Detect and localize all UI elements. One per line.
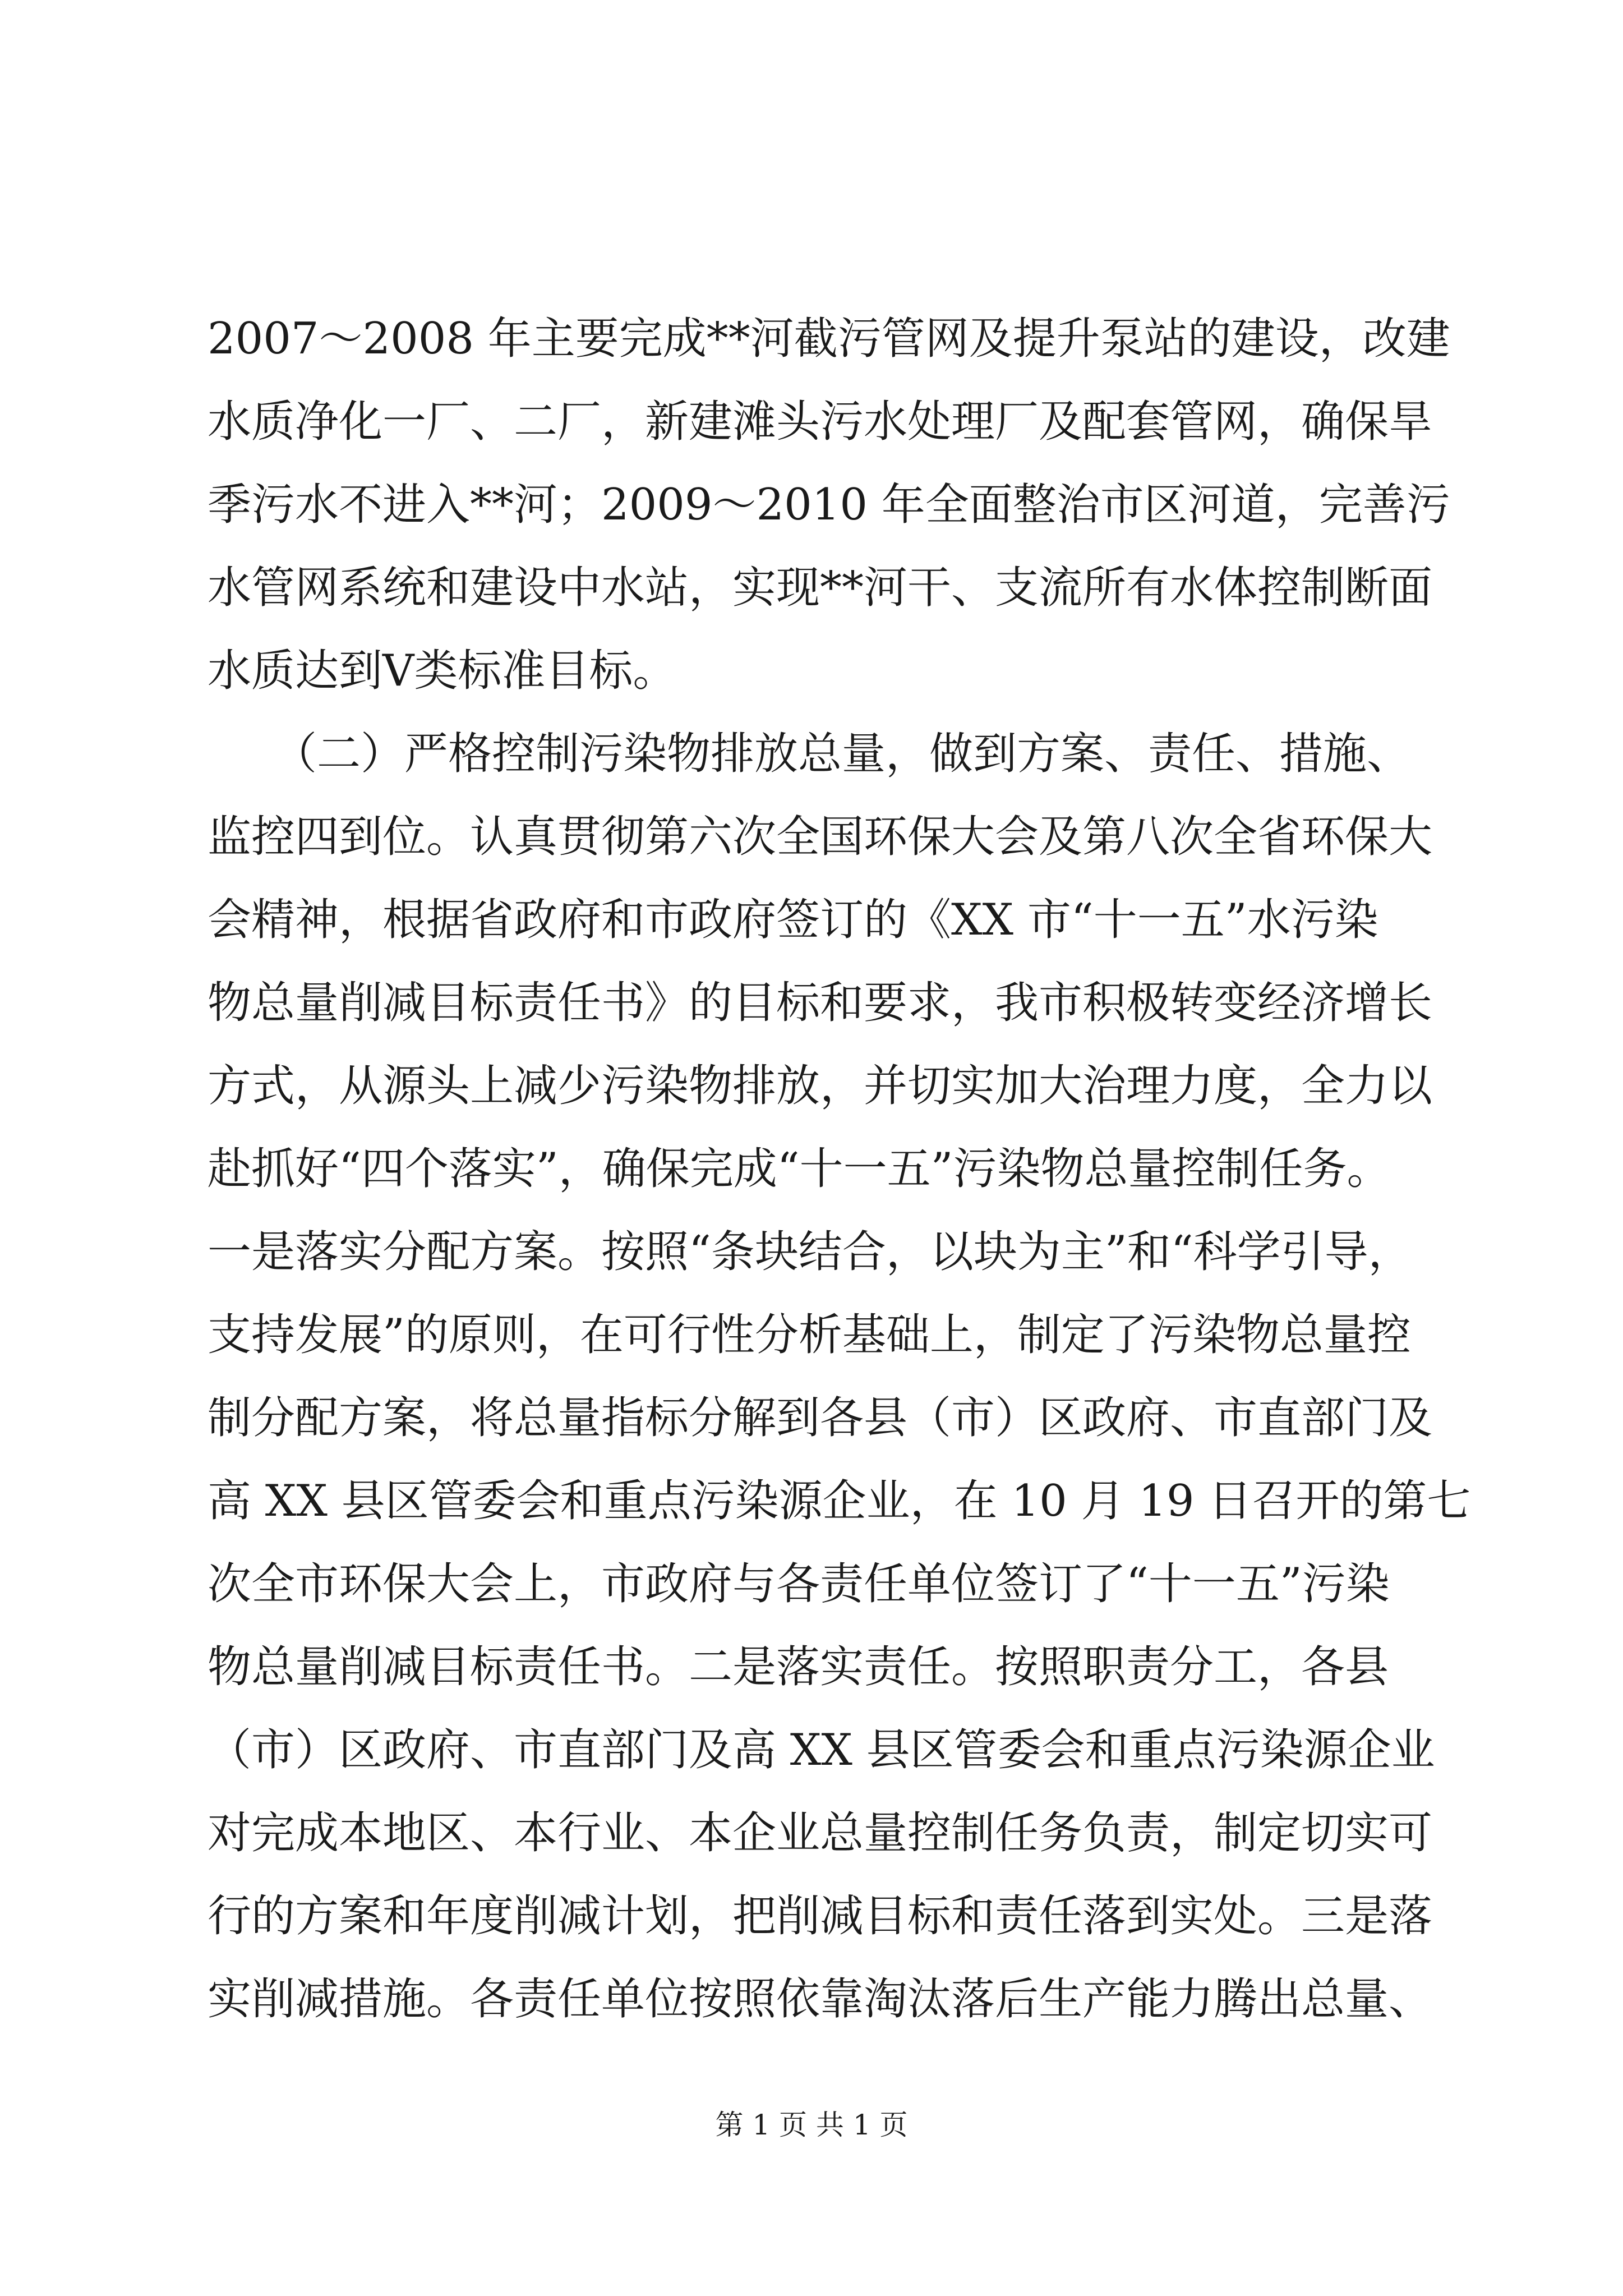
text-line: 实削减措施。各责任单位按照依靠淘汰落后生产能力腾出总量、 bbox=[208, 1974, 1433, 2024]
text-line: 物总量削减目标责任书。二是落实责任。按照职责分工，各县 bbox=[208, 1642, 1389, 1692]
text-line: 行的方案和年度削减计划，把削减目标和责任落到实处。三是落 bbox=[208, 1891, 1433, 1941]
text-line: 次全市环保大会上，市政府与各责任单位签订了“十一五”污染 bbox=[208, 1559, 1390, 1609]
text-line: 水质达到Ⅴ类标准目标。 bbox=[208, 646, 677, 696]
text-line: 季污水不进入**河；2009～2010 年全面整治市区河道，完善污 bbox=[208, 480, 1450, 530]
page-number-footer: 第 1 页 共 1 页 bbox=[715, 2109, 908, 2141]
text-line: 物总量削减目标责任书》的目标和要求，我市积极转变经济增长 bbox=[208, 978, 1433, 1028]
body-text bbox=[208, 297, 1471, 2041]
text-line: （市）区政府、市直部门及高 XX 县区管委会和重点污染源企业 bbox=[208, 1725, 1435, 1775]
text-line: 监控四到位。认真贯彻第六次全国环保大会及第八次全省环保大 bbox=[208, 812, 1433, 862]
text-line: 一是落实分配方案。按照“条块结合，以块为主”和“科学引导， bbox=[208, 1227, 1412, 1277]
section-heading-line: （二）严格控制污染物排放总量，做到方案、责任、措施、 bbox=[208, 729, 1411, 779]
text-line: 水质净化一厂、二厂，新建滩头污水处理厂及配套管网，确保旱 bbox=[208, 397, 1433, 447]
text-line: 水管网系统和建设中水站，实现**河干、支流所有水体控制断面 bbox=[208, 563, 1433, 613]
text-line: 支持发展”的原则，在可行性分析基础上，制定了污染物总量控 bbox=[208, 1310, 1411, 1360]
text-line: 制分配方案，将总量指标分解到各县（市）区政府、市直部门及 bbox=[208, 1393, 1433, 1443]
text-line: 对完成本地区、本行业、本企业总量控制任务负责，制定切实可 bbox=[208, 1808, 1433, 1858]
text-line: 赴抓好“四个落实”，确保完成“十一五”污染物总量控制任务。 bbox=[208, 1144, 1391, 1194]
text-line: 高 XX 县区管委会和重点污染源企业，在 10 月 19 日召开的第七 bbox=[208, 1476, 1471, 1526]
text-line: 方式，从源头上减少污染物排放，并切实加大治理力度，全力以 bbox=[208, 1061, 1433, 1111]
text-line: 2007～2008 年主要完成**河截污管网及提升泵站的建设，改建 bbox=[208, 314, 1450, 364]
text-line: 会精神，根据省政府和市政府签订的《XX 市“十一五”水污染 bbox=[208, 895, 1378, 945]
